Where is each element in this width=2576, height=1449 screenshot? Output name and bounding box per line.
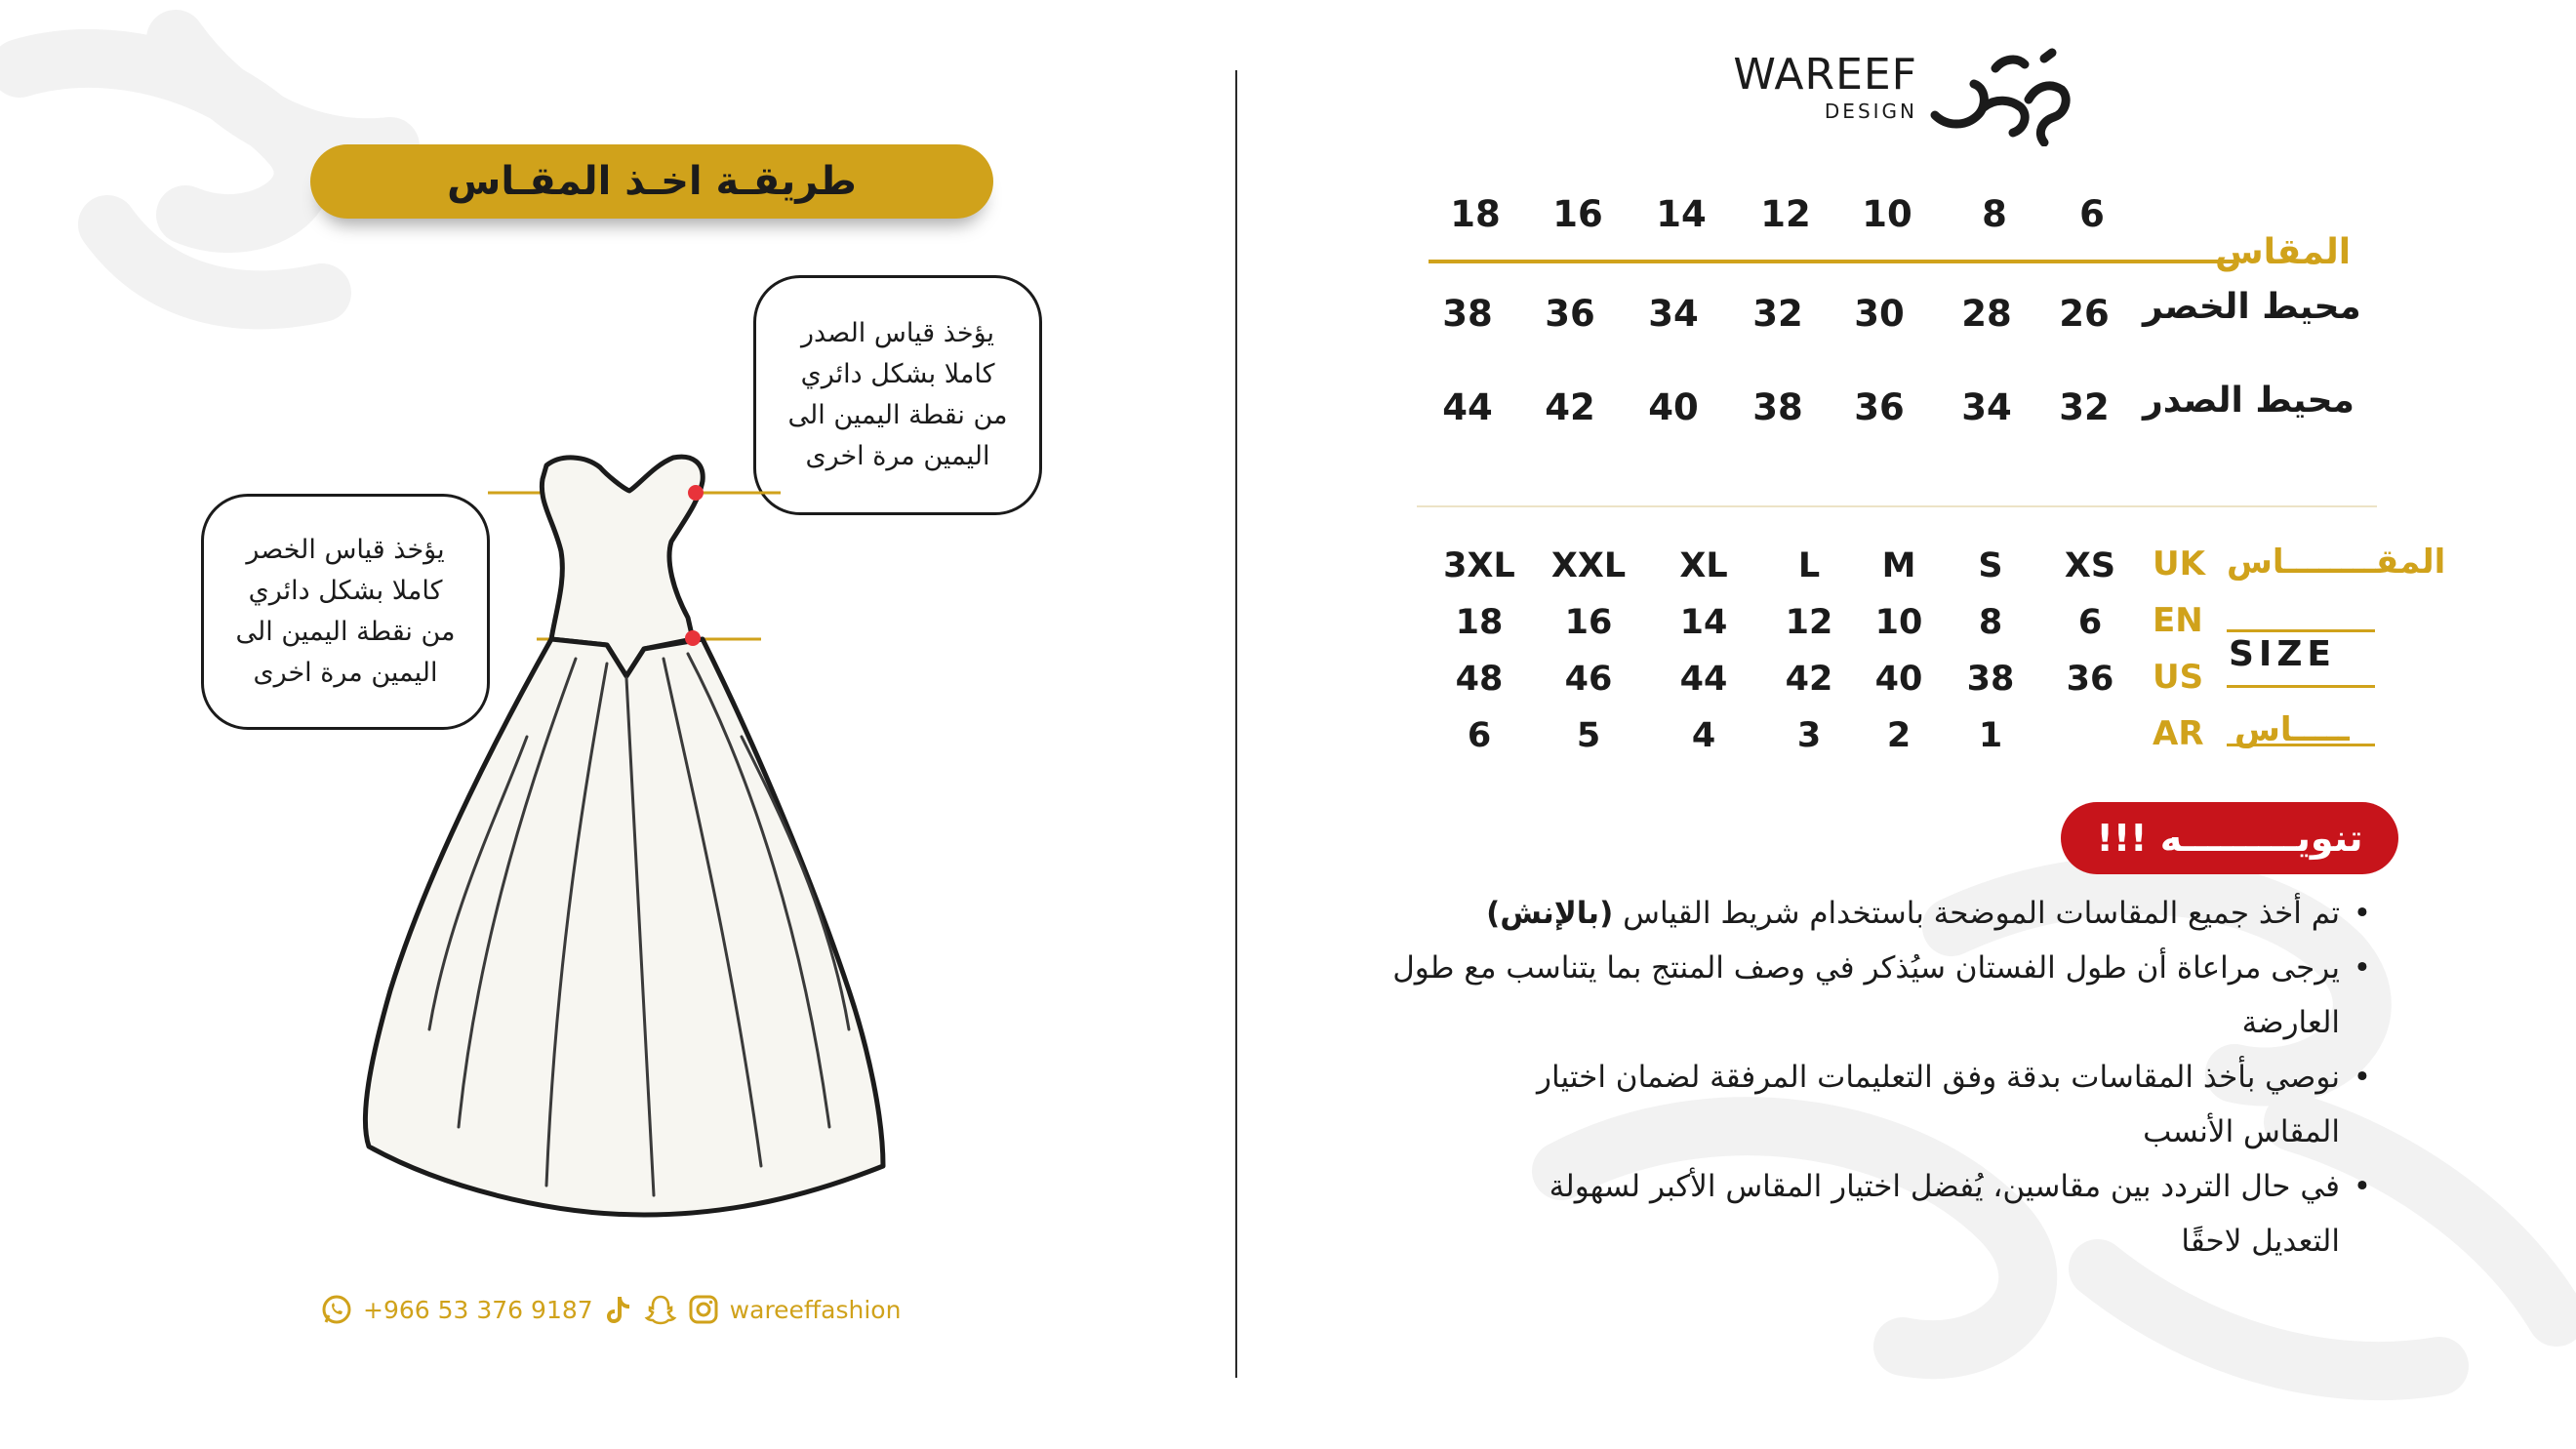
size-system-label: AR — [2153, 714, 2204, 753]
measure-row-label: محيط الخصر — [2143, 287, 2361, 327]
whatsapp-icon[interactable] — [320, 1293, 353, 1326]
chest-line: من نقطة اليمين الى — [787, 400, 1008, 430]
size-system-label: US — [2153, 658, 2204, 697]
size-value-cell: 3XL — [1443, 546, 1515, 585]
how-to-measure-title: طريقـة اخـذ المقـاس — [310, 144, 993, 219]
waist-line: اليمين مرة اخرى — [253, 658, 438, 688]
measure-value-cell: 44 — [1442, 386, 1493, 428]
size-value-cell: 48 — [1455, 660, 1504, 699]
measure-header-line — [1429, 260, 2238, 263]
notice-item: • في حال التردد بين مقاسين، يُفضل اختيار المقاس الأكبر لسهولة التعديل لاحقًا — [1481, 1159, 2371, 1268]
measure-value-cell: 32 — [2059, 386, 2110, 428]
measure-size-cell: 8 — [1982, 193, 2007, 235]
size-value-cell: 42 — [1785, 660, 1833, 699]
size-value-cell: XL — [1679, 546, 1728, 585]
tiktok-icon[interactable] — [603, 1293, 634, 1326]
measure-value-cell: 42 — [1545, 386, 1595, 428]
phone-number[interactable]: +966 53 376 9187 — [363, 1295, 593, 1324]
notice-item: • تم أخذ جميع المقاسات الموضحة باستخدام شريط القياس (بالإنش) — [1386, 886, 2371, 941]
measure-value-cell: 36 — [1854, 386, 1905, 428]
size-value-cell: M — [1881, 546, 1916, 585]
measure-value-cell: 36 — [1545, 293, 1595, 335]
measure-value-cell: 28 — [1961, 293, 2012, 335]
size-value-cell: 38 — [1966, 660, 2015, 699]
size-value-cell: 46 — [1564, 660, 1613, 699]
size-value-cell: 2 — [1886, 716, 1912, 755]
notice-item: • يرجى مراعاة أن طول الفستان سيُذكر في وصف المنتج بما يتناسب مع طول العارضة — [1386, 941, 2371, 1050]
measure-value-cell: 38 — [1442, 293, 1493, 335]
size-value-cell: 18 — [1455, 603, 1504, 642]
brand-logo-mark — [1927, 39, 2073, 146]
panel-divider — [1235, 70, 1237, 1378]
size-value-cell: 14 — [1679, 603, 1728, 642]
size-value-cell: 5 — [1576, 716, 1601, 755]
notice-list — [1386, 886, 2371, 1268]
size-label-bottom: ـــــاس — [2234, 710, 2350, 749]
social-handle[interactable]: wareeffashion — [729, 1295, 902, 1324]
measure-value-cell: 26 — [2059, 293, 2110, 335]
size-value-cell: S — [1978, 546, 2003, 585]
measure-value-cell: 30 — [1854, 293, 1905, 335]
size-value-cell: 6 — [1467, 716, 1492, 755]
measure-value-cell: 34 — [1961, 386, 2012, 428]
measure-size-cell: 14 — [1656, 193, 1707, 235]
measure-value-cell: 40 — [1648, 386, 1699, 428]
size-value-cell: 12 — [1785, 603, 1833, 642]
measure-value-cell: 34 — [1648, 293, 1699, 335]
waist-line: كاملا بشكل دائري — [248, 576, 443, 606]
chest-line: كاملا بشكل دائري — [800, 359, 995, 389]
size-value-cell: 16 — [1564, 603, 1613, 642]
size-value-cell: 44 — [1679, 660, 1728, 699]
instagram-icon[interactable] — [687, 1293, 720, 1326]
waist-line: يؤخذ قياس الخصر — [246, 535, 445, 565]
contact-bar — [320, 1290, 901, 1329]
size-value-cell: XS — [2064, 546, 2116, 585]
size-system-label: EN — [2153, 601, 2203, 640]
size-value-cell: 10 — [1874, 603, 1923, 642]
measure-row-label: محيط الصدر — [2143, 381, 2355, 421]
measure-size-cell: 10 — [1862, 193, 1912, 235]
chest-line: يؤخذ قياس الصدر — [800, 318, 995, 348]
size-label-mid: SIZE — [2229, 634, 2337, 674]
size-label-line — [2227, 629, 2375, 632]
measure-size-cell: 12 — [1760, 193, 1811, 235]
brand-name: WAREEF — [1733, 50, 1917, 100]
size-value-cell: 40 — [1874, 660, 1923, 699]
waist-line: من نقطة اليمين الى — [235, 617, 456, 647]
section-separator — [1417, 505, 2377, 507]
brand-wordmark — [1717, 51, 1917, 123]
size-value-cell: 8 — [1978, 603, 2003, 642]
size-value-cell: 1 — [1978, 716, 2003, 755]
measure-header-label: المقاس — [2215, 232, 2352, 272]
size-system-label: UK — [2153, 544, 2205, 584]
measure-size-cell: 18 — [1450, 193, 1501, 235]
brand-sub: DESIGN — [1824, 100, 1917, 123]
measure-value-cell: 38 — [1752, 386, 1803, 428]
measure-value-cell: 32 — [1752, 293, 1803, 335]
notice-title: تنويـــــــــه !!! — [2061, 802, 2398, 874]
notice-item: • نوصي بأخذ المقاسات بدقة وفق التعليمات المرفقة لضمان اختيار المقاس الأنسب — [1432, 1050, 2371, 1159]
measure-size-cell: 6 — [2079, 193, 2105, 235]
dress-illustration — [351, 444, 898, 1225]
size-value-cell: 6 — [2077, 603, 2103, 642]
size-value-cell: L — [1797, 546, 1821, 585]
size-value-cell: 4 — [1691, 716, 1716, 755]
size-label-top: المقــــــــاس — [2227, 543, 2446, 582]
size-label-line — [2227, 685, 2375, 688]
chest-line: اليمين مرة اخرى — [805, 441, 990, 471]
snapchat-icon[interactable] — [644, 1293, 677, 1326]
size-value-cell: 3 — [1796, 716, 1822, 755]
size-value-cell: XXL — [1550, 546, 1627, 585]
measure-size-cell: 16 — [1552, 193, 1603, 235]
size-value-cell: 36 — [2066, 660, 2114, 699]
